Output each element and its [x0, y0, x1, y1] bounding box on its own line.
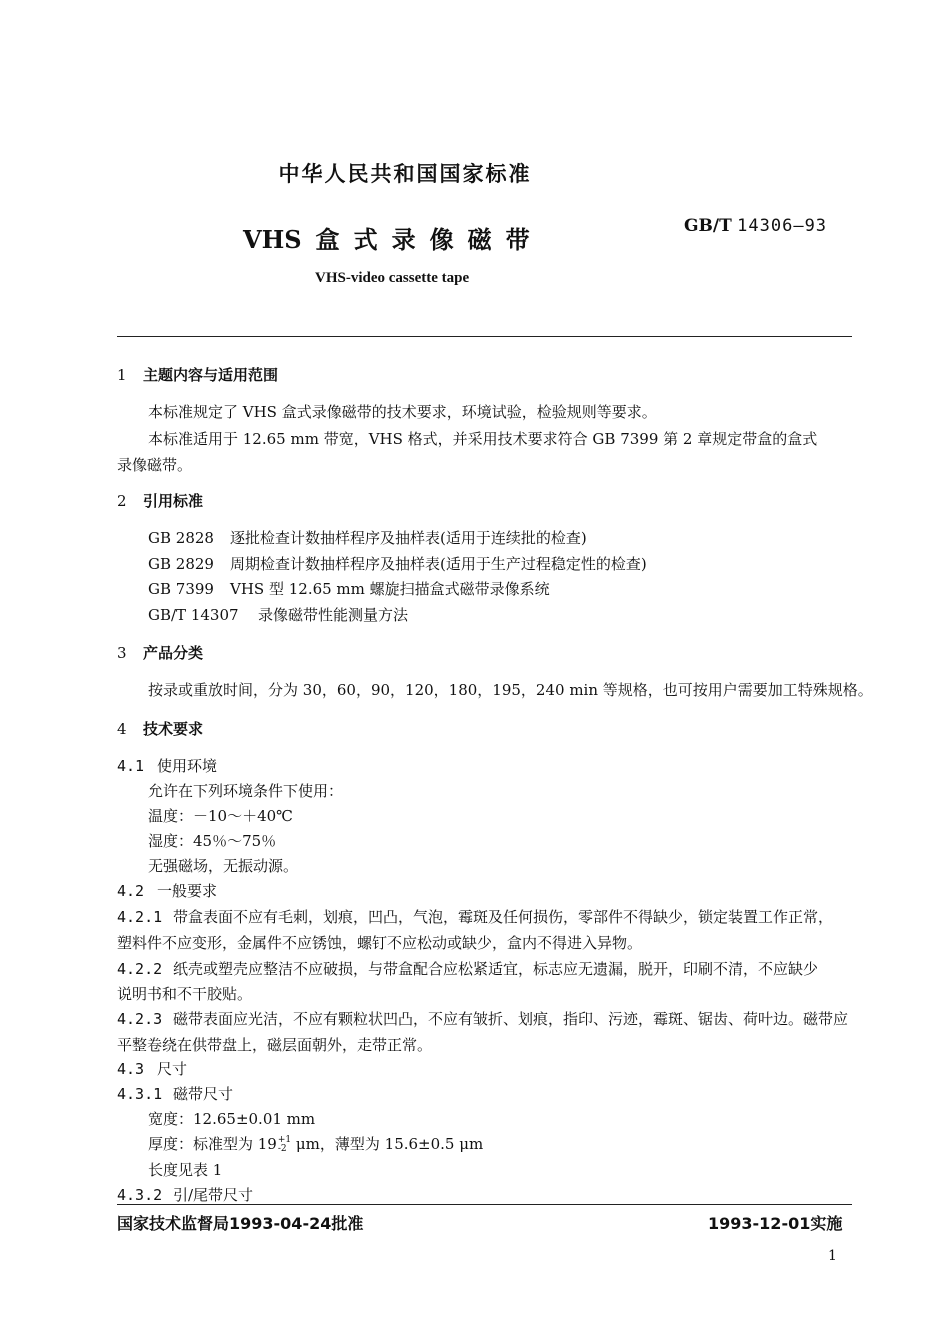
- clause-4-2-1-line-1: [117, 906, 833, 927]
- clause-4-3-1-heading: [117, 1083, 233, 1104]
- page-number: 1: [828, 1248, 837, 1264]
- clause-4-2-2-line-2: 说明书和不干胶贴。: [117, 985, 253, 1003]
- standard-code-prefix: GB/T: [684, 216, 732, 236]
- reference-item: [148, 527, 587, 548]
- environment-intro: 允许在下列环境条件下使用：: [148, 782, 344, 800]
- subsection-number: 4.1: [117, 757, 145, 775]
- reference-code: GB 2828: [148, 529, 214, 547]
- clause-text: 纸壳或塑壳应整洁不应破损，与带盒配合应松紧适宜，标志应无遗漏，脱开，印刷不清，不应缺少: [173, 960, 819, 978]
- section-1-paragraph-2: 本标准适用于 12.65 mm 带宽，VHS 格式，并采用技术要求符合 GB 7399 第 2 章规定带盒的盒式: [148, 430, 818, 448]
- clause-text: 磁带表面应光洁，不应有颗粒状凹凸，不应有皱折、划痕，指印、污迹，霉斑、锯齿、荷叶边。磁带应: [173, 1010, 849, 1028]
- title-chinese: 盒式录像磁带: [315, 226, 544, 254]
- tape-length: 长度见表 1: [148, 1161, 223, 1179]
- section-1-paragraph-2-cont: 录像磁带。: [117, 456, 193, 474]
- approval-line: 国家技术监督局1993-04-24批准: [117, 1214, 364, 1233]
- thickness-text-b: μm，薄型为 15.6±0.5 μm: [291, 1135, 484, 1153]
- document-title: [243, 220, 544, 255]
- footer-divider: [117, 1204, 852, 1205]
- clause-text: 带盒表面不应有毛刺，划痕，凹凸，气泡，霉斑及任何损伤，零部件不得缺少，锁定装置工作正常，: [173, 908, 834, 926]
- reference-code: GB 2829: [148, 555, 214, 573]
- section-number: 4: [117, 720, 127, 738]
- tape-width: 宽度：12.65±0.01 mm: [148, 1110, 316, 1128]
- section-3-paragraph: 按录或重放时间，分为 30，60，90，120，180，195，240 min 等规格，也可按用户需要加工特殊规格。: [148, 681, 873, 699]
- reference-code: GB/T 14307: [148, 606, 239, 624]
- thickness-tolerance: [278, 1136, 291, 1154]
- clause-4-2-1-line-2: 塑料件不应变形，金属件不应锈蚀，螺钉不应松动或缺少，盒内不得进入异物。: [117, 934, 643, 952]
- section-4-heading: [117, 718, 203, 739]
- thickness-tolerance-upper: +1: [277, 1135, 292, 1145]
- reference-text: 录像磁带性能测量方法: [258, 606, 409, 624]
- clause-number: 4.3.2: [117, 1186, 163, 1204]
- standard-code-number: 14306—93: [737, 216, 828, 236]
- clause-number: 4.2.1: [117, 908, 163, 926]
- title-prefix: VHS: [243, 225, 302, 254]
- reference-item: [148, 604, 408, 625]
- section-number: 2: [117, 492, 127, 510]
- subsection-title: 使用环境: [157, 757, 218, 775]
- subsection-4-2-heading: [117, 880, 217, 901]
- clause-4-2-3-line-2: 平整卷绕在供带盘上，磁层面朝外，走带正常。: [117, 1036, 433, 1054]
- thickness-tolerance-lower: -2: [277, 1144, 287, 1154]
- subsection-4-3-heading: [117, 1058, 187, 1079]
- section-title: 技术要求: [143, 720, 204, 738]
- clause-number: 4.2.3: [117, 1010, 163, 1028]
- subsection-title: 一般要求: [157, 882, 218, 900]
- subsection-number: 4.2: [117, 882, 145, 900]
- section-title: 引用标准: [143, 492, 204, 510]
- section-1-paragraph-1: 本标准规定了 VHS 盒式录像磁带的技术要求，环境试验，检验规则等要求。: [148, 403, 657, 421]
- clause-number: 4.2.2: [117, 960, 163, 978]
- clause-number: 4.3.1: [117, 1085, 163, 1103]
- reference-item: [148, 578, 550, 599]
- section-title: 主题内容与适用范围: [143, 366, 279, 384]
- reference-text: 逐批检查计数抽样程序及抽样表(适用于连续批的检查): [230, 529, 587, 547]
- clause-title: 磁带尺寸: [173, 1085, 234, 1103]
- clause-4-2-2-line-1: [117, 958, 818, 979]
- section-2-heading: [117, 490, 203, 511]
- header-divider: [117, 336, 852, 337]
- clause-4-2-3-line-1: [117, 1008, 848, 1029]
- reference-code: GB 7399: [148, 580, 214, 598]
- thickness-text-a: 厚度：标准型为 19: [148, 1135, 277, 1153]
- standard-code: [684, 216, 827, 236]
- clause-title: 引/尾带尺寸: [173, 1186, 254, 1204]
- section-1-heading: [117, 364, 278, 385]
- section-number: 3: [117, 644, 127, 662]
- section-3-heading: [117, 642, 203, 663]
- reference-text: VHS 型 12.65 mm 螺旋扫描盒式磁带录像系统: [230, 580, 550, 598]
- section-number: 1: [117, 366, 127, 384]
- subsection-title: 尺寸: [157, 1060, 188, 1078]
- implementation-line: 1993-12-01实施: [708, 1214, 843, 1233]
- national-standard-heading: 中华人民共和国国家标准: [278, 162, 532, 186]
- clause-4-3-2-heading: [117, 1184, 253, 1205]
- subsection-number: 4.3: [117, 1060, 145, 1078]
- reference-item: [148, 553, 647, 574]
- reference-text: 周期检查计数抽样程序及抽样表(适用于生产过程稳定性的检查): [230, 555, 647, 573]
- section-title: 产品分类: [143, 644, 204, 662]
- subsection-4-1-heading: [117, 755, 217, 776]
- environment-temperature: 温度：－10～＋40℃: [148, 807, 293, 825]
- environment-humidity: 湿度：45％～75％: [148, 832, 277, 850]
- tape-thickness: [148, 1133, 483, 1154]
- environment-magnetic: 无强磁场，无振动源。: [148, 857, 299, 875]
- english-title: VHS-video cassette tape: [315, 270, 470, 286]
